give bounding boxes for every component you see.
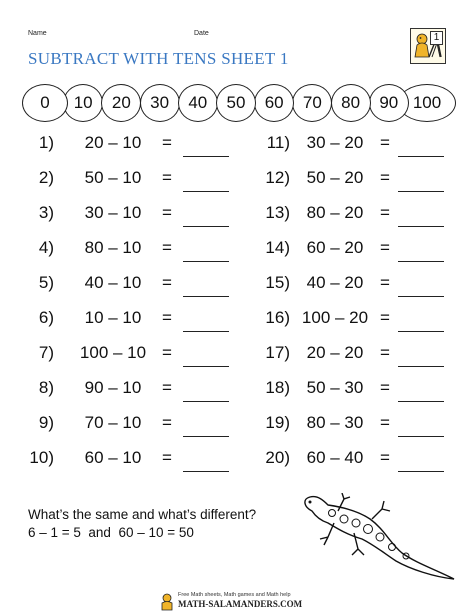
problem-number: 15): [265, 273, 290, 292]
problem-expression: 10 – 10: [84, 308, 142, 327]
problem-number: 4): [38, 238, 54, 257]
answer-line[interactable]: [398, 296, 444, 297]
problem-expression: 40 – 10: [84, 273, 142, 292]
equals-sign: =: [162, 203, 172, 222]
problem-expression: 50 – 30: [306, 378, 364, 397]
problem-number: 11): [266, 133, 290, 152]
question-prompt: What’s the same and what’s different?: [28, 507, 257, 522]
problem-expression: 20 – 20: [306, 343, 364, 362]
problem-expression: 60 – 10: [84, 448, 142, 467]
number-oval: 40: [178, 84, 218, 122]
answer-line[interactable]: [398, 401, 444, 402]
name-label: Name: [28, 30, 47, 37]
equals-sign: =: [380, 203, 390, 222]
logo-number-badge: 1: [430, 31, 443, 45]
equals-sign: =: [380, 343, 390, 362]
answer-line[interactable]: [398, 331, 444, 332]
problem-row: [0, 133, 474, 157]
answer-line[interactable]: [398, 366, 444, 367]
number-line: [22, 84, 462, 122]
number-oval: 60: [254, 84, 294, 122]
problem-expression: 80 – 20: [306, 203, 364, 222]
equals-sign: =: [162, 273, 172, 292]
problem-row: [0, 203, 474, 227]
footer-brand: [160, 592, 328, 612]
equals-sign: =: [162, 168, 172, 187]
salamander-illustration: [298, 493, 458, 585]
problem-number: 12): [265, 168, 290, 187]
problem-row: [0, 343, 474, 367]
number-oval: 50: [216, 84, 256, 122]
problem-row: [0, 413, 474, 437]
footer-tagline: Free Math sheets, Math games and Math help: [178, 592, 291, 598]
problem-row: [0, 378, 474, 402]
problem-expression: 100 – 20: [301, 308, 369, 327]
number-oval: 70: [292, 84, 332, 122]
number-oval: 0: [22, 84, 68, 122]
problem-row: [0, 168, 474, 192]
date-label: Date: [194, 30, 209, 37]
problem-number: 3): [38, 203, 54, 222]
number-oval: 30: [140, 84, 180, 122]
problem-number: 1): [38, 133, 54, 152]
equals-sign: =: [380, 308, 390, 327]
problem-expression: 40 – 20: [306, 273, 364, 292]
problem-expression: 70 – 10: [84, 413, 142, 432]
problem-number: 16): [265, 308, 290, 327]
problem-expression: 30 – 20: [306, 133, 364, 152]
problem-number: 6): [38, 308, 54, 327]
answer-line[interactable]: [398, 191, 444, 192]
salamander-logo: [410, 28, 446, 64]
equals-sign: =: [162, 448, 172, 467]
number-oval: 10: [63, 84, 103, 122]
problem-number: 13): [265, 203, 290, 222]
problem-expression: 60 – 20: [306, 238, 364, 257]
equals-sign: =: [380, 238, 390, 257]
salamander-logo-icon: [160, 593, 174, 611]
answer-line[interactable]: [398, 226, 444, 227]
problem-number: 8): [38, 378, 54, 397]
problem-number: 10): [29, 448, 54, 467]
problem-number: 9): [38, 413, 54, 432]
number-oval: 20: [101, 84, 141, 122]
answer-line[interactable]: [398, 261, 444, 262]
equals-sign: =: [380, 378, 390, 397]
problem-number: 5): [38, 273, 54, 292]
equals-sign: =: [162, 238, 172, 257]
equals-sign: =: [380, 168, 390, 187]
problem-expression: 30 – 10: [84, 203, 142, 222]
problem-number: 17): [265, 343, 290, 362]
problem-expression: 50 – 10: [84, 168, 142, 187]
equals-sign: =: [162, 133, 172, 152]
problem-row: [0, 308, 474, 332]
problem-expression: 100 – 10: [79, 343, 147, 362]
problem-number: 20): [265, 448, 290, 467]
problem-expression: 60 – 40: [306, 448, 364, 467]
equals-sign: =: [162, 343, 172, 362]
problem-row: [0, 448, 474, 472]
problem-number: 19): [265, 413, 290, 432]
equals-sign: =: [380, 133, 390, 152]
number-oval: 100: [398, 84, 456, 122]
equals-sign: =: [162, 413, 172, 432]
problem-number: 14): [265, 238, 290, 257]
answer-line[interactable]: [398, 436, 444, 437]
equals-sign: =: [162, 308, 172, 327]
problem-expression: 80 – 10: [84, 238, 142, 257]
problem-expression: 20 – 10: [84, 133, 142, 152]
answer-line[interactable]: [398, 156, 444, 157]
equals-sign: =: [380, 448, 390, 467]
problem-number: 7): [38, 343, 54, 362]
page-title: SUBTRACT WITH TENS SHEET 1: [28, 49, 289, 68]
problem-row: [0, 238, 474, 262]
number-oval: 90: [369, 84, 409, 122]
footer-site-link[interactable]: MATH-SALAMANDERS.COM: [178, 599, 303, 609]
answer-line[interactable]: [398, 471, 444, 472]
question-example: 6 – 1 = 5 and 60 – 10 = 50: [28, 525, 194, 540]
problem-number: 2): [38, 168, 54, 187]
problem-expression: 80 – 30: [306, 413, 364, 432]
number-oval: 80: [331, 84, 371, 122]
problem-number: 18): [265, 378, 290, 397]
equals-sign: =: [380, 273, 390, 292]
problem-expression: 50 – 20: [306, 168, 364, 187]
equals-sign: =: [162, 378, 172, 397]
problem-expression: 90 – 10: [84, 378, 142, 397]
equals-sign: =: [380, 413, 390, 432]
problem-row: [0, 273, 474, 297]
